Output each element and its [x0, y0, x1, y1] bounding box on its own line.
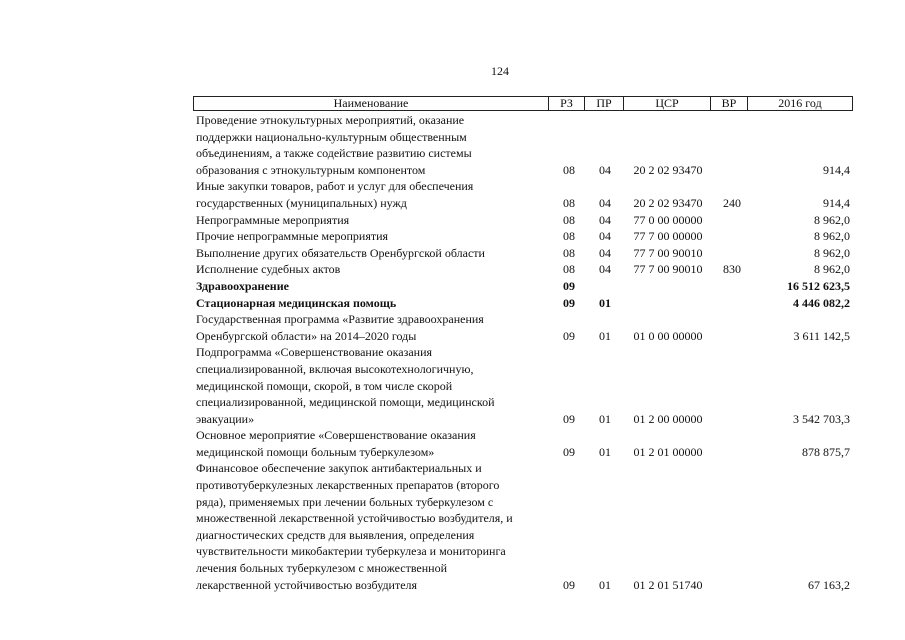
row-name: Основное мероприятие «Совершенствование оказания медицинской помощи больным туберкулезом»	[196, 428, 476, 459]
row-amount: 16 512 623,5	[787, 278, 850, 293]
row-pr: 01	[599, 328, 611, 343]
row-vr: 240	[723, 195, 741, 210]
row-csr: 20 2 02 93470	[633, 195, 703, 210]
row-rz: 08	[563, 262, 575, 277]
table-row	[196, 427, 856, 460]
row-pr: 04	[599, 229, 611, 244]
table-row	[196, 278, 856, 295]
table-row	[196, 212, 856, 229]
row-pr: 01	[599, 444, 611, 459]
header-name: Наименование	[194, 97, 549, 110]
table-row	[196, 295, 856, 312]
row-pr: 01	[599, 411, 611, 426]
table-row	[196, 245, 856, 262]
row-amount: 8 962,0	[814, 212, 850, 227]
table-row	[196, 261, 856, 278]
row-name: Непрограммные мероприятия	[196, 212, 350, 227]
row-amount: 4 446 082,2	[793, 295, 850, 310]
header-year: 2016 год	[778, 96, 822, 110]
row-amount: 878 875,7	[802, 444, 850, 459]
page-number: 124	[491, 64, 509, 78]
row-rz: 09	[563, 328, 575, 343]
row-pr: 04	[599, 262, 611, 277]
row-name: Выполнение других обязательств Оренбургской области	[196, 245, 485, 260]
row-rz: 09	[563, 278, 575, 293]
row-amount: 8 962,0	[814, 229, 850, 244]
row-pr: 04	[599, 245, 611, 260]
row-rz: 08	[563, 245, 575, 260]
row-name: Здравоохранение	[196, 278, 289, 293]
row-vr: 830	[723, 262, 741, 277]
budget-table-body	[196, 112, 856, 593]
table-row	[196, 112, 856, 178]
row-amount: 67 163,2	[808, 577, 850, 592]
row-amount: 8 962,0	[814, 262, 850, 277]
table-row	[196, 178, 856, 211]
row-rz: 08	[563, 162, 575, 177]
row-csr: 77 7 00 90010	[633, 245, 703, 260]
row-rz: 09	[563, 577, 575, 592]
row-pr: 01	[599, 577, 611, 592]
row-name: Проведение этнокультурных мероприятий, оказание поддержки национально-культурным общественным объединениям, а также содействие развитию системы образования с этнокультурным компонентом	[196, 113, 472, 177]
row-csr: 20 2 02 93470	[633, 162, 703, 177]
row-rz: 08	[563, 229, 575, 244]
row-rz: 08	[563, 212, 575, 227]
row-rz: 09	[563, 411, 575, 426]
row-pr: 01	[599, 295, 611, 310]
row-name: Стационарная медицинская помощь	[196, 295, 397, 310]
row-amount: 914,4	[823, 195, 850, 210]
row-name: Прочие непрограммные мероприятия	[196, 229, 389, 244]
table-row	[196, 460, 856, 593]
row-csr: 01 2 01 00000	[633, 444, 703, 459]
row-name: Иные закупки товаров, работ и услуг для обеспечения государственных (муниципальных) нужд	[196, 179, 474, 210]
header-rz: РЗ	[549, 97, 585, 110]
table-header	[193, 96, 853, 111]
header-pr: ПР	[585, 97, 624, 110]
row-csr: 01 2 01 51740	[633, 577, 703, 592]
row-rz: 09	[563, 295, 575, 310]
row-rz: 08	[563, 195, 575, 210]
row-name: Исполнение судебных актов	[196, 262, 341, 277]
row-name: Подпрограмма «Совершенствование оказания специализированной, включая высокотехнологичную, медицинской помощи, скорой, в том числе скорой специализированной, медицинской помощи, медицинской эвакуации»	[196, 345, 495, 426]
row-amount: 8 962,0	[814, 245, 850, 260]
row-amount: 914,4	[823, 162, 850, 177]
row-name: Финансовое обеспечение закупок антибактериальных и противотуберкулезных лекарственных препаратов (второго ряда), применяемых при лечении больных туберкулезом с множественной лекарственной устойчивостью возбудителя, и диагностических средств для выявления, определения чувствительности микобактерии туберкулеза и мониторинга лечения больных туберкулезом с множественной лекарственной устойчивостью возбудителя	[196, 461, 513, 592]
row-amount: 3 611 142,5	[793, 328, 850, 343]
table-row	[196, 311, 856, 344]
table-row	[196, 344, 856, 427]
header-csr: ЦСР	[624, 97, 711, 110]
row-pr: 04	[599, 195, 611, 210]
row-csr: 77 7 00 00000	[633, 229, 703, 244]
row-pr: 04	[599, 162, 611, 177]
row-csr: 01 0 00 00000	[633, 328, 703, 343]
table-row	[196, 228, 856, 245]
row-csr: 77 7 00 90010	[633, 262, 703, 277]
row-pr: 04	[599, 212, 611, 227]
row-csr: 77 0 00 00000	[633, 212, 703, 227]
header-vr: ВР	[711, 97, 748, 110]
row-csr: 01 2 00 00000	[633, 411, 703, 426]
row-amount: 3 542 703,3	[793, 411, 850, 426]
row-name: Государственная программа «Развитие здравоохранения Оренбургской области» на 2014–2020 годы	[196, 312, 484, 343]
row-rz: 09	[563, 444, 575, 459]
